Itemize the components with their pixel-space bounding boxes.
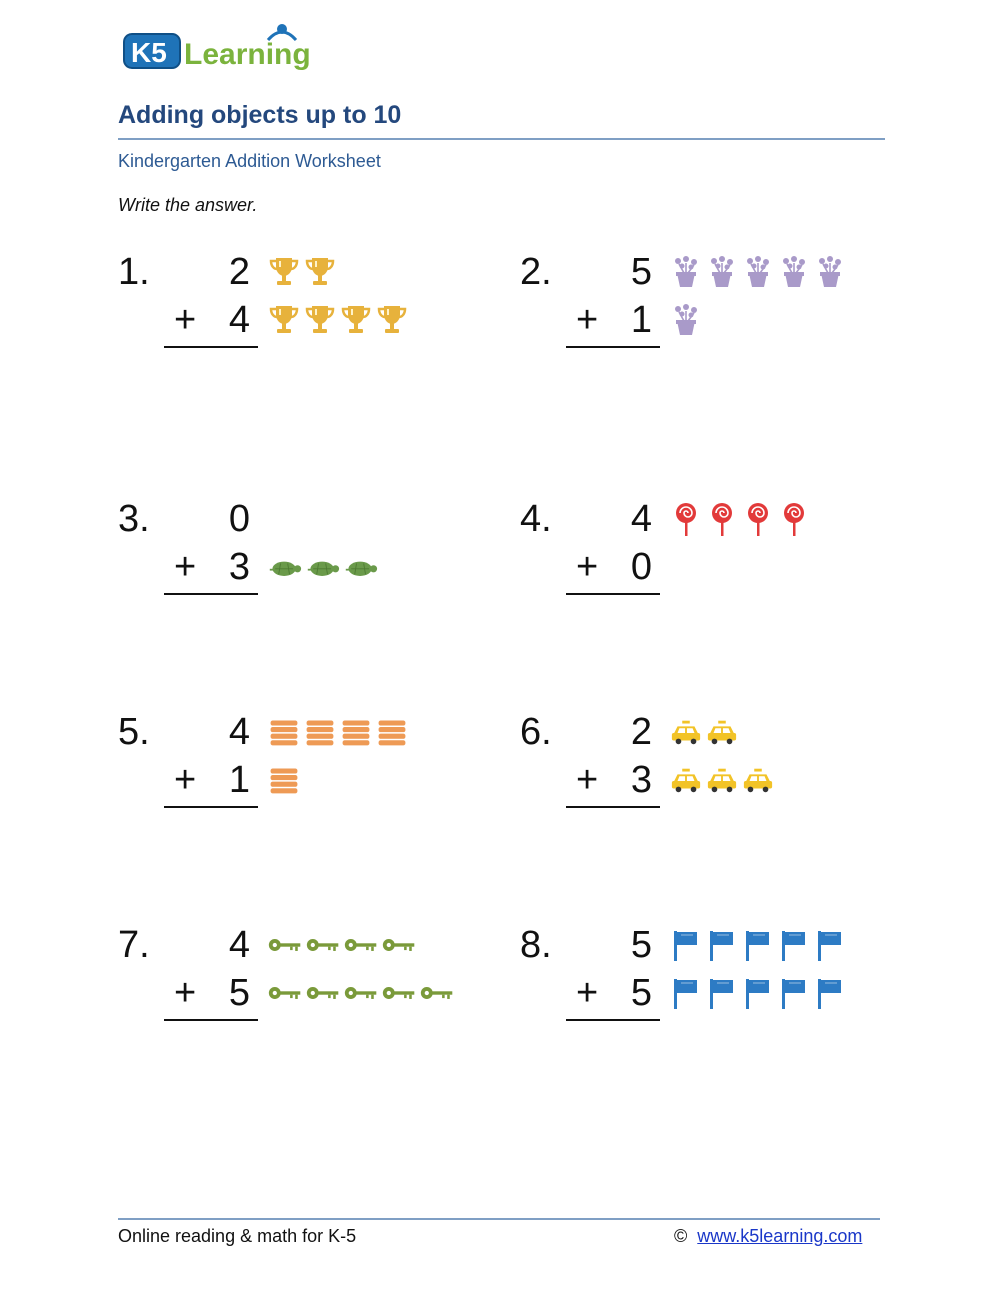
plus-sign: + bbox=[576, 299, 599, 341]
key-icon bbox=[268, 935, 302, 955]
book-stack-icon bbox=[304, 715, 336, 749]
addition-problem bbox=[118, 923, 498, 1033]
flower-pot-icon bbox=[670, 255, 702, 289]
taxi-icon bbox=[742, 763, 774, 797]
addition-problem bbox=[520, 923, 900, 1033]
flower-pot-icon bbox=[778, 255, 810, 289]
page-subtitle: Kindergarten Addition Worksheet bbox=[118, 151, 381, 171]
flag-icon bbox=[814, 928, 846, 962]
key-icon bbox=[420, 983, 454, 1003]
taxi-icon bbox=[706, 763, 738, 797]
problem-number: 6. bbox=[520, 711, 552, 753]
book-stack-icon bbox=[376, 715, 408, 749]
key-icon bbox=[382, 935, 416, 955]
book-stack-icon bbox=[268, 763, 300, 797]
addition-problem bbox=[118, 497, 498, 607]
lollipop-icon bbox=[706, 502, 738, 536]
plus-sign: + bbox=[174, 299, 197, 341]
key-icon bbox=[382, 983, 416, 1003]
problem-number: 2. bbox=[520, 251, 552, 293]
flag-icon bbox=[778, 976, 810, 1010]
taxi-icon bbox=[706, 715, 738, 749]
plus-sign: + bbox=[174, 972, 197, 1014]
top-object-group bbox=[670, 499, 810, 539]
bot-object-group bbox=[670, 973, 846, 1013]
top-object-group bbox=[670, 925, 846, 965]
flag-icon bbox=[670, 976, 702, 1010]
top-addend: 2 bbox=[630, 711, 652, 753]
copyright-symbol: © bbox=[674, 1226, 688, 1246]
answer-line[interactable] bbox=[566, 593, 660, 595]
footer-divider bbox=[118, 1218, 880, 1220]
flag-icon bbox=[778, 928, 810, 962]
top-addend: 4 bbox=[228, 711, 250, 753]
taxi-icon bbox=[670, 715, 702, 749]
trophy-icon bbox=[304, 255, 336, 289]
plus-sign: + bbox=[576, 759, 599, 801]
top-object-group bbox=[268, 252, 336, 292]
plus-sign: + bbox=[576, 546, 599, 588]
k5-learning-logo bbox=[122, 20, 342, 76]
bottom-addend: 1 bbox=[228, 759, 250, 801]
answer-line[interactable] bbox=[164, 346, 258, 348]
trophy-icon bbox=[340, 303, 372, 337]
lollipop-icon bbox=[778, 502, 810, 536]
flag-icon bbox=[814, 976, 846, 1010]
problem-number: 3. bbox=[118, 498, 150, 540]
bottom-addend: 5 bbox=[630, 972, 652, 1014]
addition-problem bbox=[520, 250, 900, 360]
footer-link-area bbox=[674, 1226, 862, 1247]
header-divider bbox=[118, 138, 885, 140]
answer-line[interactable] bbox=[164, 806, 258, 808]
addition-problem bbox=[520, 497, 900, 607]
flag-icon bbox=[742, 928, 774, 962]
bot-object-group bbox=[268, 760, 300, 800]
problem-number: 7. bbox=[118, 924, 150, 966]
problem-number: 1. bbox=[118, 251, 150, 293]
plus-sign: + bbox=[174, 546, 197, 588]
flower-pot-icon bbox=[706, 255, 738, 289]
turtle-icon bbox=[268, 557, 302, 577]
answer-line[interactable] bbox=[164, 593, 258, 595]
book-stack-icon bbox=[268, 715, 300, 749]
problem-number: 4. bbox=[520, 498, 552, 540]
key-icon bbox=[344, 935, 378, 955]
bot-object-group bbox=[670, 300, 702, 340]
answer-line[interactable] bbox=[164, 1019, 258, 1021]
flag-icon bbox=[706, 976, 738, 1010]
lollipop-icon bbox=[742, 502, 774, 536]
bot-object-group bbox=[268, 973, 454, 1013]
trophy-icon bbox=[268, 255, 300, 289]
problem-number: 5. bbox=[118, 711, 150, 753]
bottom-addend: 0 bbox=[630, 546, 652, 588]
addition-problem bbox=[118, 250, 498, 360]
book-stack-icon bbox=[340, 715, 372, 749]
key-icon bbox=[306, 935, 340, 955]
plus-sign: + bbox=[576, 972, 599, 1014]
answer-line[interactable] bbox=[566, 1019, 660, 1021]
trophy-icon bbox=[304, 303, 336, 337]
flag-icon bbox=[706, 928, 738, 962]
trophy-icon bbox=[268, 303, 300, 337]
lollipop-icon bbox=[670, 502, 702, 536]
flower-pot-icon bbox=[742, 255, 774, 289]
top-addend: 2 bbox=[228, 251, 250, 293]
instruction-text: Write the answer. bbox=[118, 195, 258, 215]
trophy-icon bbox=[376, 303, 408, 337]
plus-sign: + bbox=[174, 759, 197, 801]
top-object-group bbox=[268, 712, 408, 752]
answer-line[interactable] bbox=[566, 346, 660, 348]
top-object-group bbox=[268, 925, 416, 965]
bottom-addend: 3 bbox=[228, 546, 250, 588]
page-title: Adding objects up to 10 bbox=[118, 101, 402, 129]
turtle-icon bbox=[344, 557, 378, 577]
addition-problem bbox=[118, 710, 498, 820]
key-icon bbox=[344, 983, 378, 1003]
flower-pot-icon bbox=[814, 255, 846, 289]
flag-icon bbox=[742, 976, 774, 1010]
turtle-icon bbox=[306, 557, 340, 577]
top-object-group bbox=[670, 712, 738, 752]
bot-object-group bbox=[268, 547, 378, 587]
key-icon bbox=[268, 983, 302, 1003]
top-addend: 5 bbox=[630, 251, 652, 293]
top-addend: 4 bbox=[630, 498, 652, 540]
footer-tagline: Online reading & math for K-5 bbox=[118, 1226, 357, 1246]
bottom-addend: 4 bbox=[228, 299, 250, 341]
top-addend: 0 bbox=[228, 498, 250, 540]
taxi-icon bbox=[670, 763, 702, 797]
bottom-addend: 1 bbox=[630, 299, 652, 341]
bottom-addend: 3 bbox=[630, 759, 652, 801]
top-object-group bbox=[670, 252, 846, 292]
key-icon bbox=[306, 983, 340, 1003]
svg-text:Learning: Learning bbox=[184, 38, 311, 71]
flag-icon bbox=[670, 928, 702, 962]
flower-pot-icon bbox=[670, 303, 702, 337]
k5learning-link[interactable]: www.k5learning.com bbox=[697, 1226, 863, 1246]
addition-problem bbox=[520, 710, 900, 820]
bot-object-group bbox=[670, 760, 774, 800]
top-addend: 4 bbox=[228, 924, 250, 966]
problem-number: 8. bbox=[520, 924, 552, 966]
bottom-addend: 5 bbox=[228, 972, 250, 1014]
bot-object-group bbox=[268, 300, 408, 340]
answer-line[interactable] bbox=[566, 806, 660, 808]
top-addend: 5 bbox=[630, 924, 652, 966]
svg-text:K5: K5 bbox=[131, 37, 167, 68]
